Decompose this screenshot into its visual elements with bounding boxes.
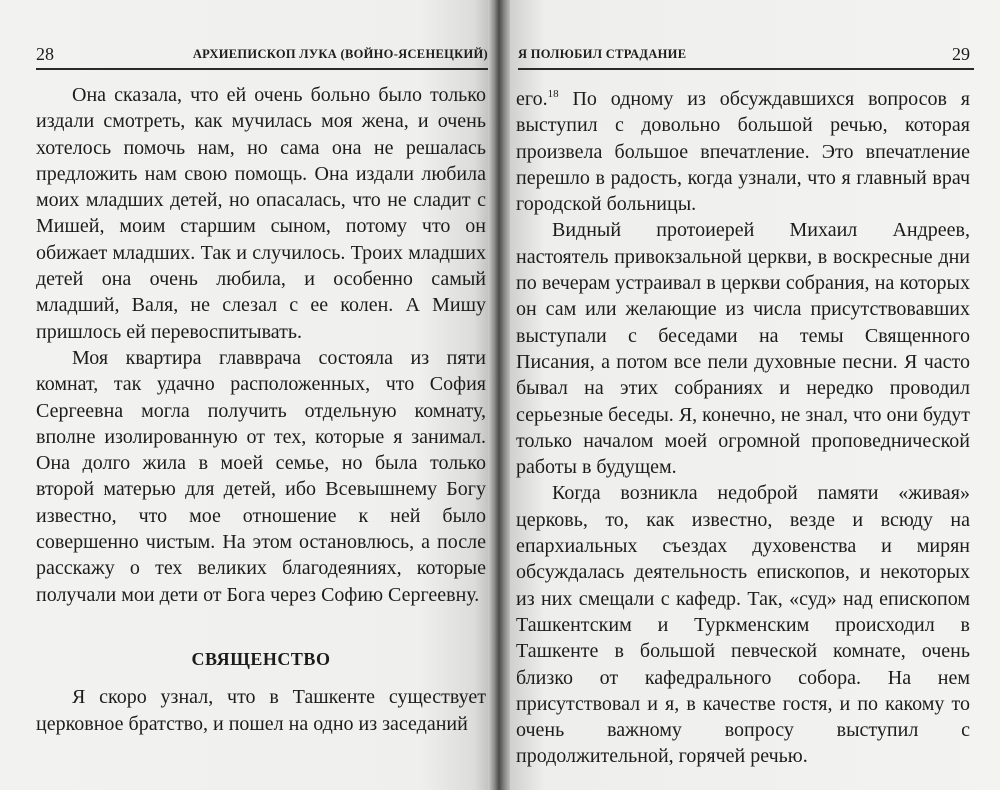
continuation-start: его.	[516, 88, 548, 110]
continuation-rest: По одному из обсуждавшихся вопросов я выступил с довольно большой речью, которая произвела большое впечатление. Это впечатление перешло в радость, когда узнали, что я главный врач городской больницы.	[516, 88, 970, 216]
right-page-number: 29	[952, 43, 970, 64]
right-running-header	[518, 42, 970, 66]
right-paragraph-1: Видный протоиерей Михаил Андреев, настоятель привокзальной церкви, в воскресные дни по вечерам устраивал в церкви собрания, на которых он сам или желающие из числа присутствовавших выступали с беседами на темы Священного Писания, а потом все пели духовные песни. Я часто бывал на этих собраниях и нередко проводил серьезные беседы. Я, конечно, не знал, что они будут только началом моей огромной проповеднической работы в будущем.	[516, 219, 970, 479]
footnote-reference: 18	[547, 88, 559, 100]
right-page	[494, 0, 1000, 790]
right-paragraph-2: Когда возникла недоброй памяти «живая» церковь, то, как известно, везде и всюду на епархиальных съездах духовенства и мирян обсуждалась деятельность епископов, и некоторых из них смещали с кафедр. Так, «суд» над епископом Ташкентским и Туркменским происходил в Ташкенте в большой певческой комнате, очень близко от кафедрального собора. На нем присутствовал и я, в качестве гостя, и по какому то очень важному вопросу выступил с продолжительной, горячей речью.	[516, 482, 970, 768]
right-running-title: Я ПОЛЮБИЛ СТРАДАНИЕ	[518, 46, 687, 61]
right-body-text	[516, 86, 970, 770]
left-page-number: 28	[36, 43, 54, 64]
left-page	[0, 0, 494, 790]
left-paragraph-3: Я скоро узнал, что в Ташкенте существует церковное братство, и пошел на одно из заседаний	[36, 686, 486, 735]
left-body-text	[36, 82, 486, 737]
right-continuation-paragraph	[516, 86, 970, 217]
left-paragraph-2: Моя квартира главврача состояла из пяти комнат, так удачно расположенных, что София Сергеевна могла получить отдельную комнату, вполне изолированную от тех, которые я занимал. Она долго жила в моей семье, но была только второй матерью для детей, ибо Всевышнему Богу известно, что мое отношение к ней было совершенно чистым. На этом остановлюсь, а после расскажу о тех великих благодеяниях, которые получали мои дети от Бога через Софию Сергеевну.	[36, 346, 486, 606]
right-header-rule	[518, 68, 974, 70]
left-header-rule	[36, 68, 488, 70]
left-running-title: АРХИЕПИСКОП ЛУКА (ВОЙНО-ЯСЕНЕЦКИЙ)	[192, 46, 488, 61]
book-gutter	[488, 0, 510, 790]
left-paragraph-1: Она сказала, что ей очень больно было только издали смотреть, как мучилась моя жена, и очень хотелось помочь нам, но сама она не решалась предложить нам свою помощь. Она издали любила моих младших детей, но опасалась, что не сладит с Мишей, моим старшим сыном, потому что он обижает младших. Так и случилось. Троих младших детей она очень любила, и особенно самый младший, Валя, не слезал с ее колен. А Мишу пришлось ей перевоспитывать.	[36, 84, 486, 343]
section-heading: СВЯЩЕНСТВО	[191, 648, 331, 669]
left-running-header	[36, 42, 488, 66]
